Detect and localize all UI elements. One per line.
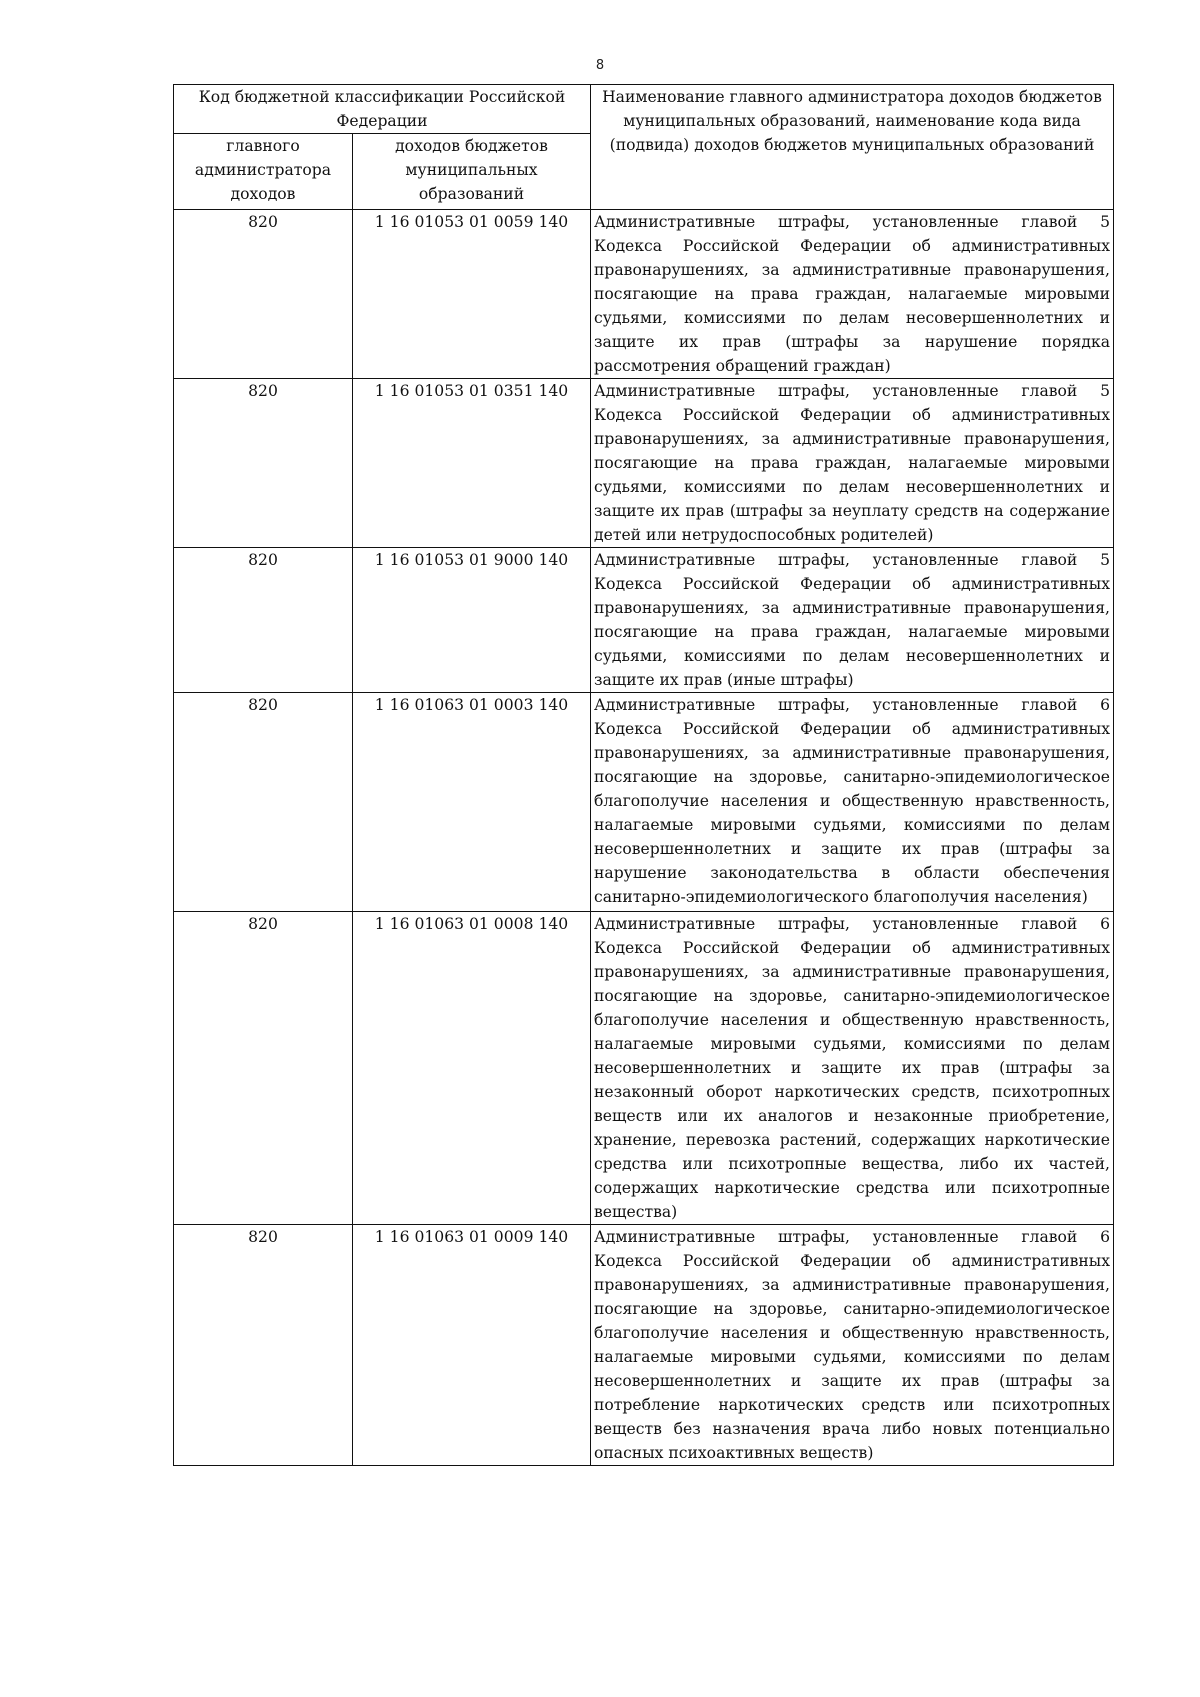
description-cell: Административные штрафы, установленные главой 6 Кодекса Российской Федерации об административных правонарушениях, за административные правонарушения, посягающие на здоровье, санитарно-эпидемиологическое благополучие населения и общественную нравственность, налагаемые мировыми судьями, комиссиями по делам несовершеннолетних и защите их прав (штрафы за нарушение законодательства в области обеспечения санитарно-эпидемиологического благополучия населения): [591, 693, 1114, 912]
description-cell: Административные штрафы, установленные главой 5 Кодекса Российской Федерации об административных правонарушениях, за административные правонарушения, посягающие на права граждан, налагаемые мировыми судьями, комиссиями по делам несовершеннолетних и защите их прав (штрафы за нарушение порядка рассмотрения обращений граждан): [591, 210, 1114, 379]
page-number: 8: [595, 58, 605, 73]
description-cell: Административные штрафы, установленные главой 5 Кодекса Российской Федерации об административных правонарушениях, за административные правонарушения, посягающие на права граждан, налагаемые мировыми судьями, комиссиями по делам несовершеннолетних и защите их прав (иные штрафы): [591, 548, 1114, 693]
admin-code-cell: 820: [174, 379, 353, 548]
table-header: [174, 85, 1114, 210]
admin-code-cell: 820: [174, 693, 353, 912]
table-body: [174, 210, 1114, 1466]
table-row: [174, 210, 1114, 379]
income-code-cell: 1 16 01053 01 0351 140: [353, 379, 591, 548]
table-row: [174, 693, 1114, 912]
income-code-cell: 1 16 01063 01 0009 140: [353, 1225, 591, 1466]
admin-code-cell: 820: [174, 1225, 353, 1466]
admin-code-cell: 820: [174, 548, 353, 693]
table-row: [174, 548, 1114, 693]
income-code-cell: 1 16 01063 01 0003 140: [353, 693, 591, 912]
description-cell: Административные штрафы, установленные главой 6 Кодекса Российской Федерации об административных правонарушениях, за административные правонарушения, посягающие на здоровье, санитарно-эпидемиологическое благополучие населения и общественную нравственность, налагаемые мировыми судьями, комиссиями по делам несовершеннолетних и защите их прав (штрафы за потребление наркотических средств или психотропных веществ без назначения врача либо новых потенциально опасных психоактивных веществ): [591, 1225, 1114, 1466]
header-name-column: Наименование главного администратора доходов бюджетов муниципальных образований, наименование кода вида (подвида) доходов бюджетов муниципальных образований: [591, 85, 1114, 210]
table-row: [174, 1225, 1114, 1466]
admin-code-cell: 820: [174, 210, 353, 379]
income-code-cell: 1 16 01063 01 0008 140: [353, 912, 591, 1225]
income-code-cell: 1 16 01053 01 9000 140: [353, 548, 591, 693]
header-admin-code: главного администратора доходов: [174, 134, 353, 210]
table-row: [174, 379, 1114, 548]
header-income-code: доходов бюджетов муниципальных образований: [353, 134, 591, 210]
table-row: [174, 912, 1114, 1225]
header-group-budget-code: Код бюджетной классификации Российской Федерации: [174, 85, 591, 134]
description-cell: Административные штрафы, установленные главой 5 Кодекса Российской Федерации об административных правонарушениях, за административные правонарушения, посягающие на права граждан, налагаемые мировыми судьями, комиссиями по делам несовершеннолетних и защите их прав (штрафы за неуплату средств на содержание детей или нетрудоспособных родителей): [591, 379, 1114, 548]
income-code-cell: 1 16 01053 01 0059 140: [353, 210, 591, 379]
budget-classification-table: [173, 84, 1114, 1466]
admin-code-cell: 820: [174, 912, 353, 1225]
description-cell: Административные штрафы, установленные главой 6 Кодекса Российской Федерации об административных правонарушениях, за административные правонарушения, посягающие на здоровье, санитарно-эпидемиологическое благополучие населения и общественную нравственность, налагаемые мировыми судьями, комиссиями по делам несовершеннолетних и защите их прав (штрафы за незаконный оборот наркотических средств, психотропных веществ или их аналогов и незаконные приобретение, хранение, перевозка растений, содержащих наркотические средства или психотропные вещества, либо их частей, содержащих наркотические средства или психотропные вещества): [591, 912, 1114, 1225]
